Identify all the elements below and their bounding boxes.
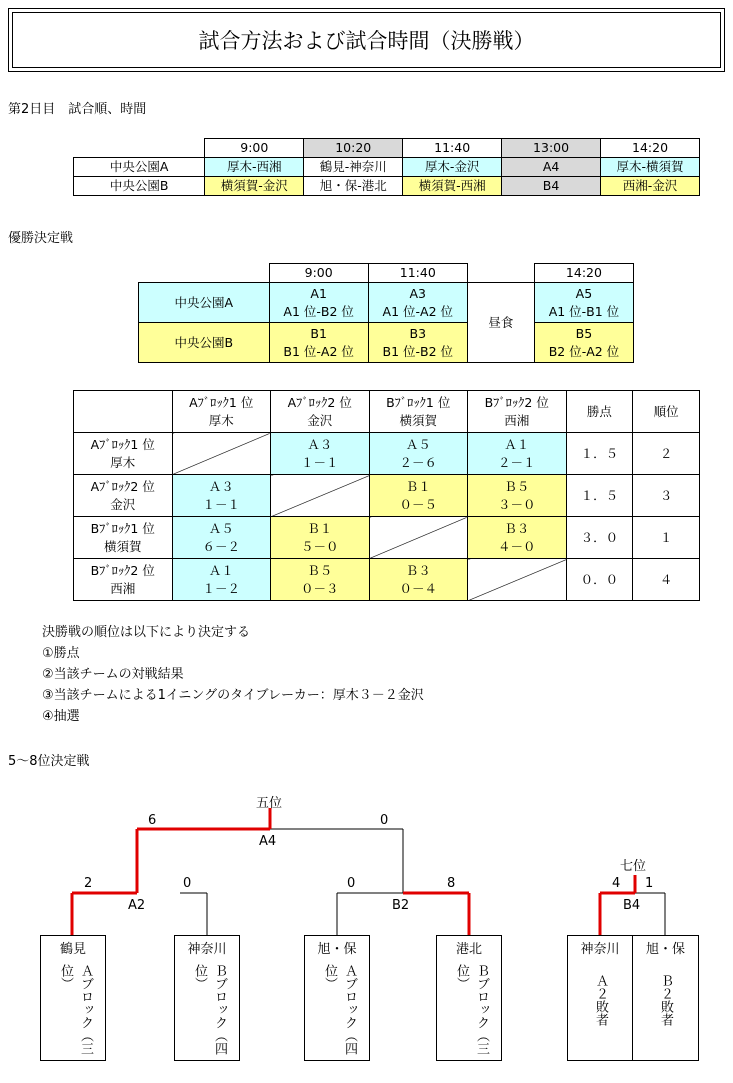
game-cell: 厚木-金沢 bbox=[403, 158, 502, 177]
time-cell: 13:00 bbox=[502, 139, 601, 158]
team-box-tsurumi: 鶴見 Ａブロック（三位） bbox=[40, 935, 106, 1061]
time-cell: 11:40 bbox=[403, 139, 502, 158]
match-cell: Ｂ３ ０－４ bbox=[369, 559, 468, 601]
match-cell: Ｂ３ ４－０ bbox=[468, 517, 567, 559]
game-label-a2: A2 bbox=[128, 898, 146, 913]
rank-cell: ２ bbox=[633, 433, 700, 475]
venue-cell: 中央公園A bbox=[74, 158, 205, 177]
game-cell: A4 bbox=[502, 158, 601, 177]
time-cell: 9:00 bbox=[269, 264, 368, 283]
time-cell: 14:20 bbox=[601, 139, 700, 158]
match-cell: Ｂ１ ０－５ bbox=[369, 475, 468, 517]
time-cell: 9:00 bbox=[205, 139, 304, 158]
match-cell: Ａ５ ２－６ bbox=[369, 433, 468, 475]
rules-line: ③当該チームによる1イニングのタイブレーカー：厚木３－２金沢 bbox=[42, 688, 424, 703]
match-cell: Ｂ５ ３－０ bbox=[468, 475, 567, 517]
rank-header: 順位 bbox=[633, 391, 700, 433]
team-box-kanagawa: 神奈川 Ｂブロック（四位） bbox=[174, 935, 240, 1061]
match-cell: Ａ３ １－１ bbox=[172, 475, 271, 517]
match-cell: Ｂ１ ５－０ bbox=[271, 517, 370, 559]
team-box-asahi: 旭・保 Ａブロック（四位） bbox=[304, 935, 370, 1061]
game-label-b2: B2 bbox=[392, 898, 410, 913]
points-cell: １．５ bbox=[566, 433, 633, 475]
game-cell: 厚木-横須賀 bbox=[601, 158, 700, 177]
rank-cell: ３ bbox=[633, 475, 700, 517]
rules-line: ④抽選 bbox=[42, 709, 80, 724]
match-cell: Ａ１ ２－１ bbox=[468, 433, 567, 475]
game-cell: B5 B2 位-A2 位 bbox=[534, 323, 633, 363]
score: 1 bbox=[645, 876, 654, 891]
team-box-a2-loser: 神奈川 Ａ２敗者 bbox=[567, 935, 633, 1061]
team-box-kohoku: 港北 Ｂブロック（三位） bbox=[436, 935, 502, 1061]
lunch-cell: 昼食 bbox=[467, 283, 534, 363]
score: 2 bbox=[84, 876, 93, 891]
row-header: Bﾌﾞﾛｯｸ1 位 横須賀 bbox=[74, 517, 173, 559]
rules-line: ①勝点 bbox=[42, 646, 80, 661]
score: 0 bbox=[380, 813, 389, 828]
col-header: Aﾌﾞﾛｯｸ2 位 金沢 bbox=[271, 391, 370, 433]
page-title: 試合方法および試合時間（決勝戦） bbox=[12, 12, 721, 68]
game-cell: 横須賀-西湘 bbox=[403, 177, 502, 196]
game-cell: B4 bbox=[502, 177, 601, 196]
game-cell: 厚木-西湘 bbox=[205, 158, 304, 177]
col-header: Bﾌﾞﾛｯｸ2 位 西湘 bbox=[468, 391, 567, 433]
match-cell: Ａ３ １－１ bbox=[271, 433, 370, 475]
score: 6 bbox=[148, 813, 157, 828]
game-cell: A1 A1 位-B2 位 bbox=[269, 283, 368, 323]
rules-line: ②当該チームの対戦結果 bbox=[42, 667, 184, 682]
col-header: Aﾌﾞﾛｯｸ1 位 厚木 bbox=[172, 391, 271, 433]
game-label-b4: B4 bbox=[623, 898, 641, 913]
game-label-a4: A4 bbox=[259, 834, 277, 849]
row-header: Aﾌﾞﾛｯｸ1 位 厚木 bbox=[74, 433, 173, 475]
game-cell: 旭・保-港北 bbox=[304, 177, 403, 196]
bracket-heading: 5～8位決定戦 bbox=[8, 754, 90, 769]
row-header: Bﾌﾞﾛｯｸ2 位 西湘 bbox=[74, 559, 173, 601]
game-cell: B1 B1 位-A2 位 bbox=[269, 323, 368, 363]
venue-cell: 中央公園B bbox=[139, 323, 270, 363]
seventh-place-label: 七位 bbox=[620, 859, 647, 874]
game-cell: 横須賀-金沢 bbox=[205, 177, 304, 196]
score: 8 bbox=[447, 876, 456, 891]
rank-cell: １ bbox=[633, 517, 700, 559]
game-cell: 西湘-金沢 bbox=[601, 177, 700, 196]
time-cell: 10:20 bbox=[304, 139, 403, 158]
match-cell: Ａ１ １－２ bbox=[172, 559, 271, 601]
final-heading: 優勝決定戦 bbox=[8, 231, 74, 246]
game-cell: B3 B1 位-B2 位 bbox=[368, 323, 467, 363]
score: 0 bbox=[183, 876, 192, 891]
match-cell: Ａ５ ６－２ bbox=[172, 517, 271, 559]
day2-heading: 第2日目 試合順、時間 bbox=[8, 102, 147, 117]
points-header: 勝点 bbox=[566, 391, 633, 433]
points-cell: ３．０ bbox=[566, 517, 633, 559]
match-cell: Ｂ５ ０－３ bbox=[271, 559, 370, 601]
time-cell: 11:40 bbox=[368, 264, 467, 283]
time-cell: 14:20 bbox=[534, 264, 633, 283]
game-cell: A5 A1 位-B1 位 bbox=[534, 283, 633, 323]
venue-cell: 中央公園A bbox=[139, 283, 270, 323]
rules-line: 決勝戦の順位は以下により決定する bbox=[42, 625, 251, 640]
points-cell: ０．０ bbox=[566, 559, 633, 601]
game-cell: A3 A1 位-A2 位 bbox=[368, 283, 467, 323]
points-cell: １．５ bbox=[566, 475, 633, 517]
team-box-b2-loser: 旭・保 Ｂ２敗者 bbox=[632, 935, 699, 1061]
score: 0 bbox=[347, 876, 356, 891]
rank-cell: ４ bbox=[633, 559, 700, 601]
col-header: Bﾌﾞﾛｯｸ1 位 横須賀 bbox=[369, 391, 468, 433]
row-header: Aﾌﾞﾛｯｸ2 位 金沢 bbox=[74, 475, 173, 517]
game-cell: 鶴見-神奈川 bbox=[304, 158, 403, 177]
score: 4 bbox=[612, 876, 621, 891]
venue-cell: 中央公園B bbox=[74, 177, 205, 196]
fifth-place-label: 五位 bbox=[256, 796, 283, 811]
